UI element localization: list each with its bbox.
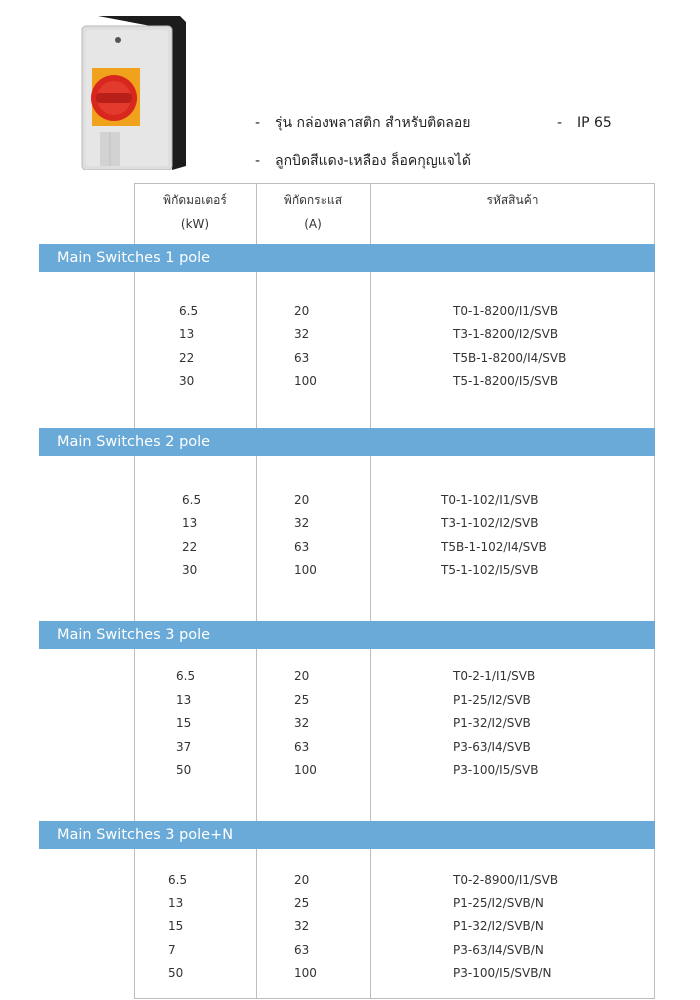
cell-code: P3-100/I5/SVB/N bbox=[453, 966, 552, 980]
cell-amp: 100 bbox=[294, 763, 317, 777]
cell-code: T0-2-1/I1/SVB bbox=[453, 669, 536, 683]
cell-amp: 25 bbox=[294, 896, 310, 910]
cell-amp: 20 bbox=[294, 669, 310, 683]
cell-amp: 63 bbox=[294, 351, 310, 365]
cell-code: T0-1-102/I1/SVB bbox=[441, 493, 539, 507]
column-divider bbox=[256, 183, 257, 999]
rotary-switch-icon bbox=[80, 10, 188, 170]
cell-amp: 25 bbox=[294, 693, 310, 707]
cell-kw: 50 bbox=[176, 763, 192, 777]
cell-code: P3-63/I4/SVB bbox=[453, 740, 531, 754]
cell-code: P1-25/I2/SVB/N bbox=[453, 896, 544, 910]
header-motor-rating bbox=[134, 188, 256, 236]
cell-code: T5-1-8200/I5/SVB bbox=[453, 374, 559, 388]
cell-code: P1-25/I2/SVB bbox=[453, 693, 531, 707]
cell-kw: 13 bbox=[182, 516, 198, 530]
cell-amp: 20 bbox=[294, 304, 310, 318]
cell-code: P3-100/I5/SVB bbox=[453, 763, 539, 777]
cell-amp: 100 bbox=[294, 563, 317, 577]
cell-code: P1-32/I2/SVB bbox=[453, 716, 531, 730]
cell-kw: 22 bbox=[179, 351, 195, 365]
cell-amp: 63 bbox=[294, 540, 310, 554]
header-motor-unit: (kW) bbox=[180, 217, 210, 231]
section-bar-3-pole: Main Switches 3 pole bbox=[39, 621, 655, 649]
cell-amp: 32 bbox=[294, 716, 310, 730]
cell-code: T3-1-102/I2/SVB bbox=[441, 516, 539, 530]
section-bar-3-pole-n: Main Switches 3 pole+N bbox=[39, 821, 655, 849]
cell-kw: 30 bbox=[179, 374, 195, 388]
feature-enclosure-type bbox=[255, 112, 471, 134]
cell-amp: 32 bbox=[294, 327, 310, 341]
header-motor-label: พิกัดมอเตอร์ bbox=[163, 193, 227, 207]
cell-code: P3-63/I4/SVB/N bbox=[453, 943, 544, 957]
cell-amp: 63 bbox=[294, 740, 310, 754]
switch-enclosure-image bbox=[80, 10, 188, 170]
cell-kw: 7 bbox=[168, 943, 176, 957]
feature-text: รุ่น กล่องพลาสติก สำหรับติดลอย bbox=[275, 115, 471, 131]
cell-kw: 15 bbox=[168, 919, 184, 933]
header-current-rating bbox=[256, 188, 370, 236]
feature-knob-type bbox=[255, 150, 471, 172]
feature-ip-rating bbox=[557, 115, 612, 131]
cell-kw: 30 bbox=[182, 563, 198, 577]
section-bar-1-pole: Main Switches 1 pole bbox=[39, 244, 655, 272]
cell-amp: 20 bbox=[294, 493, 310, 507]
cell-kw: 13 bbox=[176, 693, 192, 707]
cell-code: T0-1-8200/I1/SVB bbox=[453, 304, 559, 318]
cell-code: T5B-1-8200/I4/SVB bbox=[453, 351, 567, 365]
ip-rating-text: IP 65 bbox=[577, 115, 612, 131]
bullet-dash: - bbox=[557, 115, 563, 131]
spec-table-frame bbox=[134, 183, 655, 999]
cell-kw: 15 bbox=[176, 716, 192, 730]
header-current-label: พิกัดกระแส bbox=[283, 193, 343, 207]
cell-kw: 37 bbox=[176, 740, 192, 754]
cell-amp: 100 bbox=[294, 374, 317, 388]
cell-kw: 22 bbox=[182, 540, 198, 554]
header-code-label: รหัสสินค้า bbox=[486, 193, 539, 207]
header-current-unit: (A) bbox=[304, 217, 322, 231]
feature-text: ลูกบิดสีแดง-เหลือง ล็อคกุญแจได้ bbox=[275, 153, 471, 169]
cell-code: T5B-1-102/I4/SVB bbox=[441, 540, 547, 554]
bullet-dash: - bbox=[255, 115, 261, 131]
cell-kw: 13 bbox=[168, 896, 184, 910]
cell-amp: 32 bbox=[294, 919, 310, 933]
cell-code: T5-1-102/I5/SVB bbox=[441, 563, 539, 577]
cell-amp: 32 bbox=[294, 516, 310, 530]
cell-kw: 13 bbox=[179, 327, 195, 341]
cell-kw: 50 bbox=[168, 966, 184, 980]
cell-kw: 6.5 bbox=[176, 669, 196, 683]
cell-kw: 6.5 bbox=[179, 304, 199, 318]
section-bar-2-pole: Main Switches 2 pole bbox=[39, 428, 655, 456]
cell-kw: 6.5 bbox=[168, 873, 188, 887]
column-divider bbox=[370, 183, 371, 999]
cell-kw: 6.5 bbox=[182, 493, 202, 507]
cell-amp: 100 bbox=[294, 966, 317, 980]
cell-amp: 63 bbox=[294, 943, 310, 957]
cell-code: P1-32/I2/SVB/N bbox=[453, 919, 544, 933]
cell-code: T0-2-8900/I1/SVB bbox=[453, 873, 559, 887]
cell-amp: 20 bbox=[294, 873, 310, 887]
cell-code: T3-1-8200/I2/SVB bbox=[453, 327, 559, 341]
header-product-code bbox=[370, 188, 655, 212]
bullet-dash: - bbox=[255, 153, 261, 169]
